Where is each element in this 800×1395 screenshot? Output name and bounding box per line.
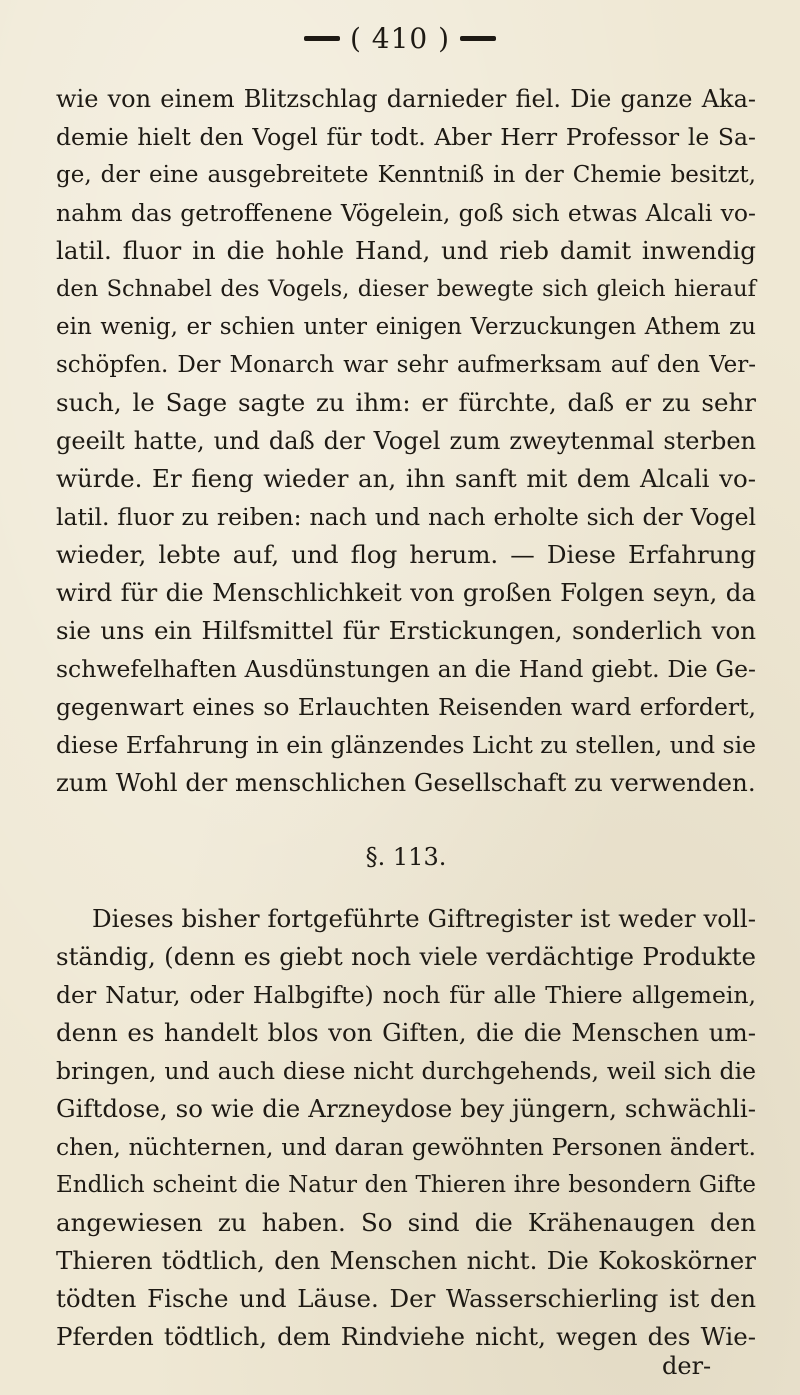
text-line: schöpfen. Der Monarch war sehr aufmerksam auf den Ver- <box>56 352 756 378</box>
text-line: zum Wohl der menschlichen Gesellschaft zu verwenden. <box>56 768 756 797</box>
section-heading: §. 113. <box>365 843 447 871</box>
text-line: würde. Er fieng wieder an, ihn sanft mit dem Alcali vo- <box>56 464 756 493</box>
text-line: Dieses bisher fortgeführte Giftregister ist weder voll- <box>92 904 756 933</box>
text-line: geeilt hatte, und daß der Vogel zum zweytenmal sterben <box>56 427 756 455</box>
text-line: den Schnabel des Vogels, dieser bewegte sich gleich hierauf <box>56 276 756 302</box>
text-line: der Natur, oder Halbgifte) noch für alle Thiere allgemein, <box>56 981 756 1009</box>
text-line: nahm das getroffenene Vögelein, goß sich etwas Alcali vo- <box>56 199 756 227</box>
text-line: tödten Fische und Läuse. Der Wasserschierling ist den <box>56 1284 756 1313</box>
text-line: Pferden tödtlich, dem Rindviehe nicht, wegen des Wie- <box>56 1322 756 1351</box>
text-line: demie hielt den Vogel für todt. Aber Herr Professor le Sa- <box>56 123 756 151</box>
text-line: sie uns ein Hilfsmittel für Erstickungen, sonderlich von <box>56 616 756 645</box>
text-line: schwefelhaften Ausdünstungen an die Hand giebt. Die Ge- <box>56 655 756 683</box>
text-line: latil. fluor zu reiben: nach und nach erholte sich der Vogel <box>56 503 756 531</box>
text-line: ge, der eine ausgebreitete Kenntniß in der Chemie besitzt, <box>56 162 756 188</box>
text-line: such, le Sage sagte zu ihm: er fürchte, daß er zu sehr <box>56 388 756 417</box>
page-number: ( 410 ) <box>349 21 451 55</box>
text-line: ein wenig, er schien unter einigen Verzuckungen Athem zu <box>56 314 756 340</box>
text-line: ständig, (denn es giebt noch viele verdächtige Produkte <box>56 942 756 971</box>
text-line: latil. fluor in die hohle Hand, und rieb damit inwendig <box>56 236 756 265</box>
body-text <box>56 80 756 1356</box>
paragraph-2 <box>56 900 756 1356</box>
text-line: wieder, lebte auf, und flog herum. — Diese Erfahrung <box>56 540 756 569</box>
text-line: angewiesen zu haben. So sind die Krähenaugen den <box>56 1208 756 1237</box>
header-rule-right <box>460 36 496 41</box>
text-line: denn es handelt blos von Giften, die die Menschen um- <box>56 1018 756 1047</box>
text-line: bringen, und auch diese nicht durchgehends, weil sich die <box>56 1057 756 1085</box>
text-line: gegenwart eines so Erlauchten Reisenden ward erfordert, <box>56 693 756 721</box>
text-line: Endlich scheint die Natur den Thieren ihre besondern Gifte <box>56 1172 756 1198</box>
text-line: Giftdose, so wie die Arzneydose bey jüngern, schwächli- <box>56 1094 756 1123</box>
catchword: der- <box>662 1352 712 1380</box>
text-line: Thieren tödtlich, den Menschen nicht. Die Kokoskörner <box>56 1246 756 1275</box>
paragraph-1 <box>56 80 756 802</box>
text-line: chen, nüchternen, und daran gewöhnten Personen ändert. <box>56 1133 756 1161</box>
header-rule-left <box>304 36 340 41</box>
page-header <box>0 18 800 58</box>
text-line: diese Erfahrung in ein glänzendes Licht zu stellen, und sie <box>56 731 756 759</box>
text-line: wird für die Menschlichkeit von großen Folgen seyn, da <box>56 578 756 607</box>
text-line: wie von einem Blitzschlag darnieder fiel. Die ganze Aka- <box>56 85 756 113</box>
